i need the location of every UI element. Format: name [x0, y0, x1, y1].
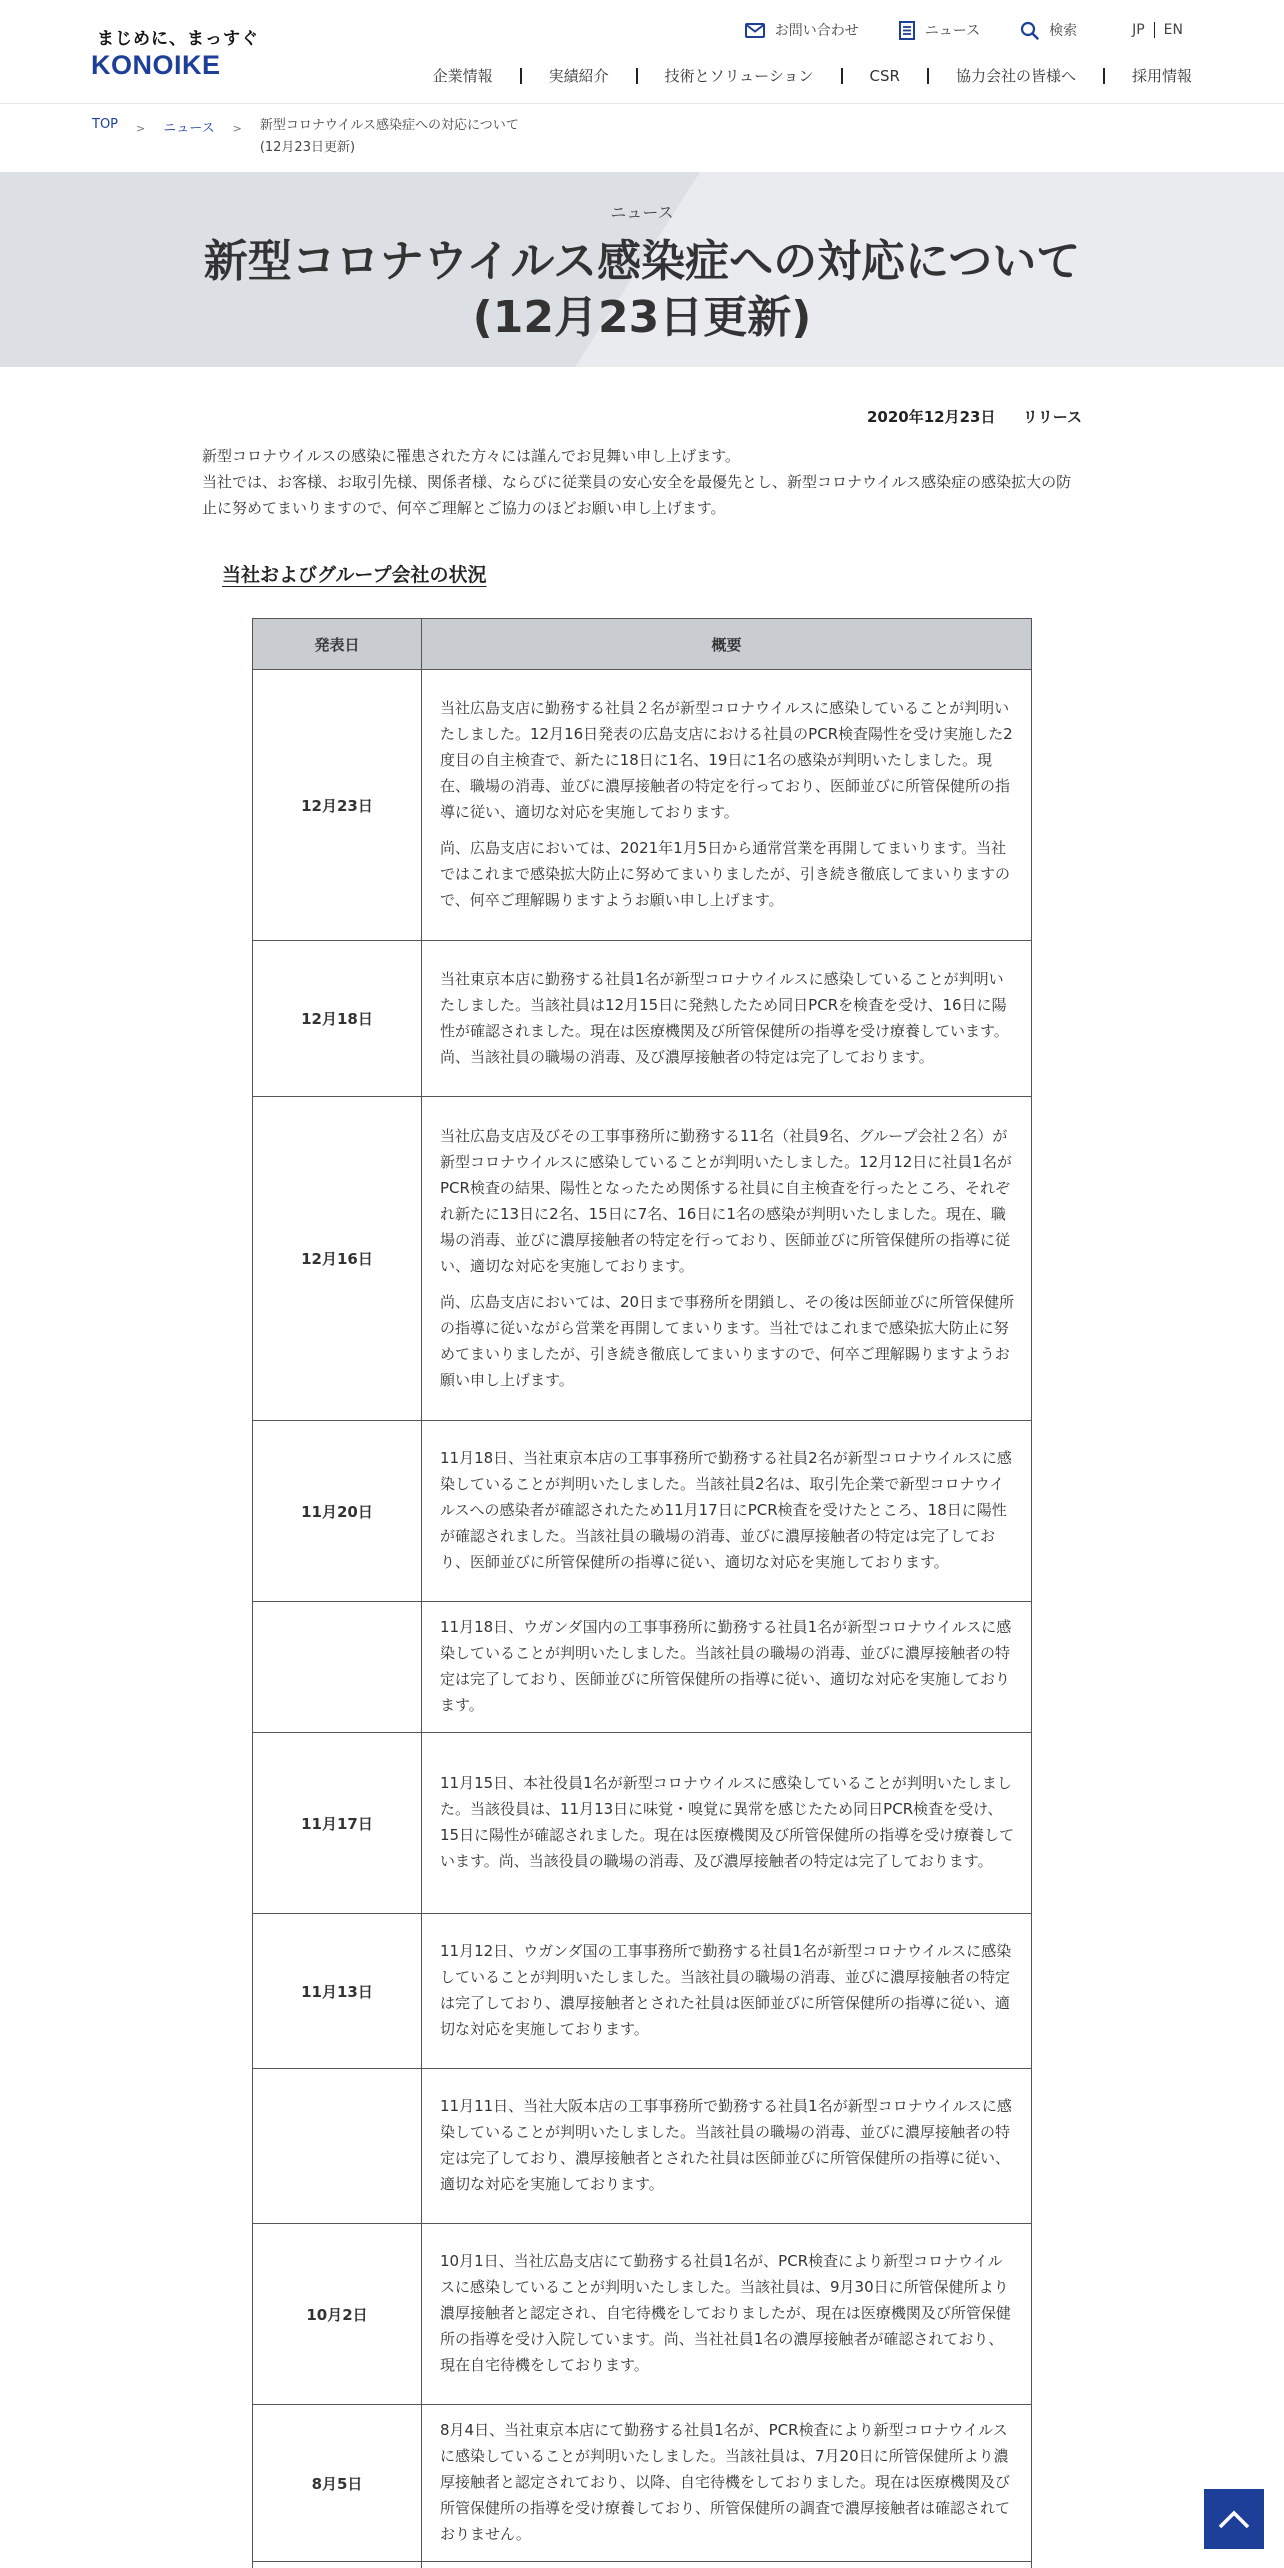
lang-jp[interactable]: JP	[1132, 22, 1145, 38]
page-title	[0, 234, 1284, 346]
document-icon	[899, 21, 915, 40]
row-summary	[422, 1602, 1032, 1733]
site-logo[interactable]	[91, 24, 271, 81]
status-table	[252, 618, 1032, 2568]
row-paragraph: 10月1日、当社広島支店にて勤務する社員1名が、PCR検査により新型コロナウイルスに感染していることが判明いたしました。当該社員は、9月30日に所管保健所より濃厚接触者と認定され、自宅待機をしておりましたが、現在は医療機関及び所管保健所の指導を受け入院しています。尚、当社社員1名の濃厚接触者が確認されており、現在自宅待機をしております。	[440, 2252, 1011, 2374]
search-link[interactable]	[1020, 20, 1077, 40]
row-summary	[422, 670, 1032, 941]
table-row	[253, 2405, 1032, 2562]
mail-icon	[745, 23, 765, 38]
news-link[interactable]	[899, 20, 980, 40]
row-paragraph: 8月4日、当社東京本店にて勤務する社員1名が、PCR検査により新型コロナウイルスに感染していることが判明いたしました。当該社員は、7月20日に所管保健所より濃厚接触者と認定されており、以降、自宅待機をしておりました。現在は医療機関及び所管保健所の指導を受け療養しており、所管保健所の調査で濃厚接触者は確認されておりません。	[440, 2421, 1011, 2543]
release-date: 2020年12月23日	[867, 408, 996, 426]
nav-partners[interactable]: 協力会社の皆様へ	[955, 67, 1076, 85]
search-icon	[1020, 21, 1039, 40]
row-date: 8月5日	[253, 2405, 422, 2562]
table-row	[253, 2562, 1032, 2568]
row-paragraph: 11月15日、本社役員1名が新型コロナウイルスに感染していることが判明いたしました。当該役員は、11月13日に味覚・嗅覚に異常を感じたため同日PCR検査を受け、15日に陽性が確認されました。現在は医療機関及び所管保健所の指導を受け療養しています。尚、当該役員の職場の消毒、及び濃厚接触者の特定は完了しております。	[440, 1774, 1015, 1870]
nav-company[interactable]: 企業情報	[432, 67, 493, 85]
header-date: 発表日	[253, 619, 422, 670]
breadcrumb-news[interactable]: ニュース	[163, 121, 215, 136]
row-date: 11月13日	[253, 1914, 422, 2069]
utility-nav	[705, 20, 1192, 40]
nav-csr[interactable]: CSR	[869, 66, 900, 85]
search-label: 検索	[1049, 23, 1078, 39]
row-summary	[422, 2069, 1032, 2224]
row-date: 12月18日	[253, 941, 422, 1097]
row-date: 11月20日	[253, 1421, 422, 1602]
header-summary: 概要	[422, 619, 1032, 670]
row-paragraph: 当社広島支店に勤務する社員２名が新型コロナウイルスに感染していることが判明いたしました。12月16日発表の広島支店における社員のPCR検査陽性を受け実施した2度目の自主検査で、新たに18日に1名、19日に1名の感染が判明いたしました。現在、職場の消毒、並びに濃厚接触者の特定を行っており、医師並びに所管保健所の指導に従い、適切な対応を実施しております。	[440, 699, 1013, 821]
row-date	[253, 1602, 422, 1733]
row-paragraph: 11月18日、ウガンダ国内の工事事務所に勤務する社員1名が新型コロナウイルスに感染していることが判明いたしました。当該社員の職場の消毒、並びに濃厚接触者の特定は完了しており、医師並びに所管保健所の指導に従い、適切な対応を実施しております。	[440, 1618, 1012, 1714]
page-hero	[0, 172, 1284, 367]
table-row	[253, 1421, 1032, 1602]
row-date: 11月17日	[253, 1733, 422, 1914]
row-summary	[422, 1914, 1032, 2069]
table-row	[253, 1602, 1032, 1733]
breadcrumb-top[interactable]: TOP	[92, 117, 119, 132]
release-info	[867, 406, 1082, 427]
site-header	[0, 0, 1284, 104]
row-summary	[422, 1097, 1032, 1421]
intro-text	[202, 443, 1082, 521]
breadcrumb-separator: >	[232, 122, 242, 135]
logo-brand: KONOIKE	[91, 50, 221, 80]
row-date	[253, 2069, 422, 2224]
lang-en[interactable]: EN	[1163, 22, 1183, 38]
row-paragraph: 尚、広島支店においては、20日まで事務所を閉鎖し、その後は医師並びに所管保健所の指導に従いながら営業を再開してまいります。当社ではこれまで感染拡大防止に努めてまいりましたが、引き続き徹底してまいりますので、何卒ご理解賜りますようお願い申し上げます。	[440, 1292, 1015, 1389]
row-paragraph: 11月11日、当社大阪本店の工事事務所で勤務する社員1名が新型コロナウイルスに感染していることが判明いたしました。当該社員の職場の消毒、並びに濃厚接触者の特定は完了しており、濃厚接触者とされた社員は医師並びに所管保健所の指導に従い、適切な対応を実施しております。	[440, 2097, 1012, 2193]
chevron-up-icon	[1217, 2508, 1251, 2530]
global-nav	[406, 65, 1192, 86]
contact-label: お問い合わせ	[774, 23, 859, 39]
row-paragraph: 尚、広島支店においては、2021年1月5日から通常営業を再開してまいります。当社ではこれまで感染拡大防止に努めてまいりましたが、引き続き徹底してまいりますので、何卒ご理解賜りますようお願い申し上げます。	[440, 839, 1011, 909]
table-row	[253, 2224, 1032, 2405]
table-header-row	[253, 619, 1032, 670]
news-label: ニュース	[924, 23, 981, 39]
row-paragraph: 11月18日、当社東京本店の工事事務所で勤務する社員2名が新型コロナウイルスに感染していることが判明いたしました。当該社員2名は、取引先企業で新型コロナウイルスへの感染者が確認されたため11月17日にPCR検査を受けたところ、18日に陽性が確認されました。当該社員の職場の消毒、並びに濃厚接触者の特定は完了しており、医師並びに所管保健所の指導に従い、適切な対応を実施しております。	[440, 1449, 1012, 1571]
nav-solutions[interactable]: 技術とソリューション	[664, 67, 814, 85]
breadcrumb-separator: >	[136, 122, 146, 135]
breadcrumb-current-line2: (12月23日更新)	[259, 140, 356, 155]
intro-line1: 新型コロナウイルスの感染に罹患された方々には謹んでお見舞い申し上げます。	[202, 447, 740, 465]
release-type: リリース	[1022, 408, 1082, 426]
language-switch	[1123, 22, 1192, 38]
row-summary	[422, 2224, 1032, 2405]
row-summary	[422, 2405, 1032, 2562]
page-category: ニュース	[610, 203, 674, 222]
row-paragraph: 当社広島支店及びその工事事務所に勤務する11名（社員9名、グループ会社２名）が新型コロナウイルスに感染していることが判明いたしました。12月12日に社員1名がPCR検査の結果、陽性となったため関係する社員に自主検査を行ったところ、それぞれ新たに13日に2名、15日に7名、16日に1名の感染が判明いたしました。現在、職場の消毒、並びに濃厚接触者の特定を行っており、医師並びに所管保健所の指導に従い、適切な対応を実施しております。	[440, 1126, 1012, 1275]
table-row	[253, 941, 1032, 1097]
row-summary	[422, 1733, 1032, 1914]
table-row	[253, 1733, 1032, 1914]
row-summary	[422, 941, 1032, 1097]
back-to-top-button[interactable]	[1204, 2489, 1264, 2549]
row-summary	[422, 2562, 1032, 2568]
nav-recruit[interactable]: 採用情報	[1131, 67, 1192, 85]
logo-tagline: まじめに、まっすぐ	[97, 29, 259, 49]
table-row	[253, 1097, 1032, 1421]
contact-link[interactable]	[745, 20, 859, 40]
row-summary	[422, 1421, 1032, 1602]
row-date	[253, 2562, 422, 2568]
table-row	[253, 670, 1032, 941]
row-date: 12月16日	[253, 1097, 422, 1421]
page-title-line1: 新型コロナウイルス感染症への対応について	[203, 236, 1081, 287]
row-date: 10月2日	[253, 2224, 422, 2405]
section-title: 当社およびグループ会社の状況	[222, 564, 487, 586]
breadcrumb-current-line1: 新型コロナウイルス感染症への対応について	[259, 118, 519, 133]
breadcrumb	[92, 117, 519, 159]
table-row	[253, 1914, 1032, 2069]
page-title-line2: (12月23日更新)	[472, 292, 812, 343]
row-paragraph: 11月12日、ウガンダ国の工事事務所で勤務する社員1名が新型コロナウイルスに感染していることが判明いたしました。当該社員の職場の消毒、並びに濃厚接触者の特定は完了しており、濃厚接触者とされた社員は医師並びに所管保健所の指導に従い、適切な対応を実施しております。	[440, 1942, 1012, 2038]
row-date: 12月23日	[253, 670, 422, 941]
table-row	[253, 2069, 1032, 2224]
breadcrumb-current	[260, 115, 519, 159]
intro-line2: 当社では、お客様、お取引先様、関係者様、ならびに従業員の安心安全を最優先とし、新型コロナウイルス感染症の感染拡大の防止に努めてまいりますので、何卒ご理解とご協力のほどお願い申し上げます。	[202, 473, 1072, 517]
row-paragraph: 当社東京本店に勤務する社員1名が新型コロナウイルスに感染していることが判明いたしました。当該社員は12月15日に発熱したため同日PCRを検査を受け、16日に陽性が確認されました。現在は医療機関及び所管保健所の指導を受け療養しています。尚、当該社員の職場の消毒、及び濃厚接触者の特定は完了しております。	[440, 969, 1009, 1066]
nav-works[interactable]: 実績紹介	[548, 67, 609, 85]
